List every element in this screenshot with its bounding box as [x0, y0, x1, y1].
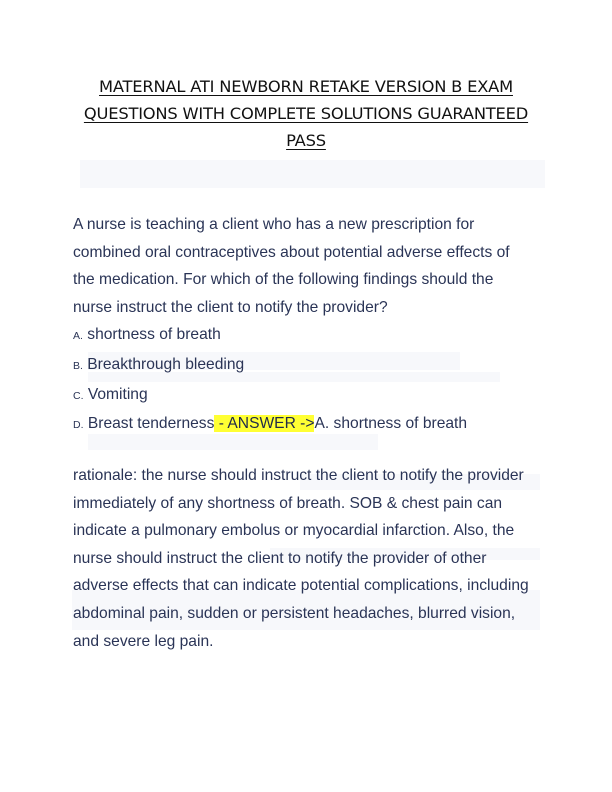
question-block [73, 211, 553, 440]
rationale-line: adverse effects that can indicate potential complications, including [73, 577, 529, 595]
rationale-block [73, 462, 553, 655]
option-text: Vomiting [87, 385, 148, 403]
rationale-line: rationale: the nurse should instruct the client to notify the provider [73, 467, 524, 484]
option-text: Breakthrough bleeding [87, 355, 245, 373]
answer-option-b [73, 351, 553, 381]
question-line: the medication. For which of the following findings should the [73, 271, 494, 289]
question-line: nurse instruct the client to notify the provider? [73, 298, 388, 316]
title-line: MATERNAL ATI NEWBORN RETAKE VERSION B EXAM [99, 77, 513, 96]
title-line: QUESTIONS WITH COMPLETE SOLUTIONS GUARANTEED [83, 104, 529, 123]
rationale-line: immediately of any shortness of breath. SOB & chest pain can [73, 494, 503, 512]
option-letter: C. [73, 389, 84, 402]
question-line: combined oral contraceptives about potential adverse effects of [73, 243, 510, 261]
correct-answer: A. shortness of breath [314, 415, 468, 433]
option-text: Breast tenderness [87, 415, 215, 433]
rationale-line: nurse should instruct the client to notify the provider of other [73, 549, 487, 567]
rationale-line: indicate a pulmonary embolus or myocardial infarction. Also, the [73, 522, 515, 540]
option-letter: D. [73, 419, 84, 432]
option-letter: A. [73, 330, 83, 343]
answer-option-d [73, 410, 553, 440]
background-shade [80, 160, 545, 188]
title-line: PASS [286, 131, 326, 150]
answer-marker: - ANSWER -> [214, 415, 315, 433]
rationale-line: and severe leg pain. [73, 632, 214, 650]
document-title [60, 73, 552, 154]
question-line: A nurse is teaching a client who has a new prescription for [73, 216, 475, 233]
answer-option-a [73, 321, 553, 351]
answer-option-c [73, 381, 553, 411]
rationale-line: abdominal pain, sudden or persistent headaches, blurred vision, [73, 604, 516, 622]
option-letter: B. [73, 359, 83, 372]
option-text: shortness of breath [87, 326, 221, 344]
